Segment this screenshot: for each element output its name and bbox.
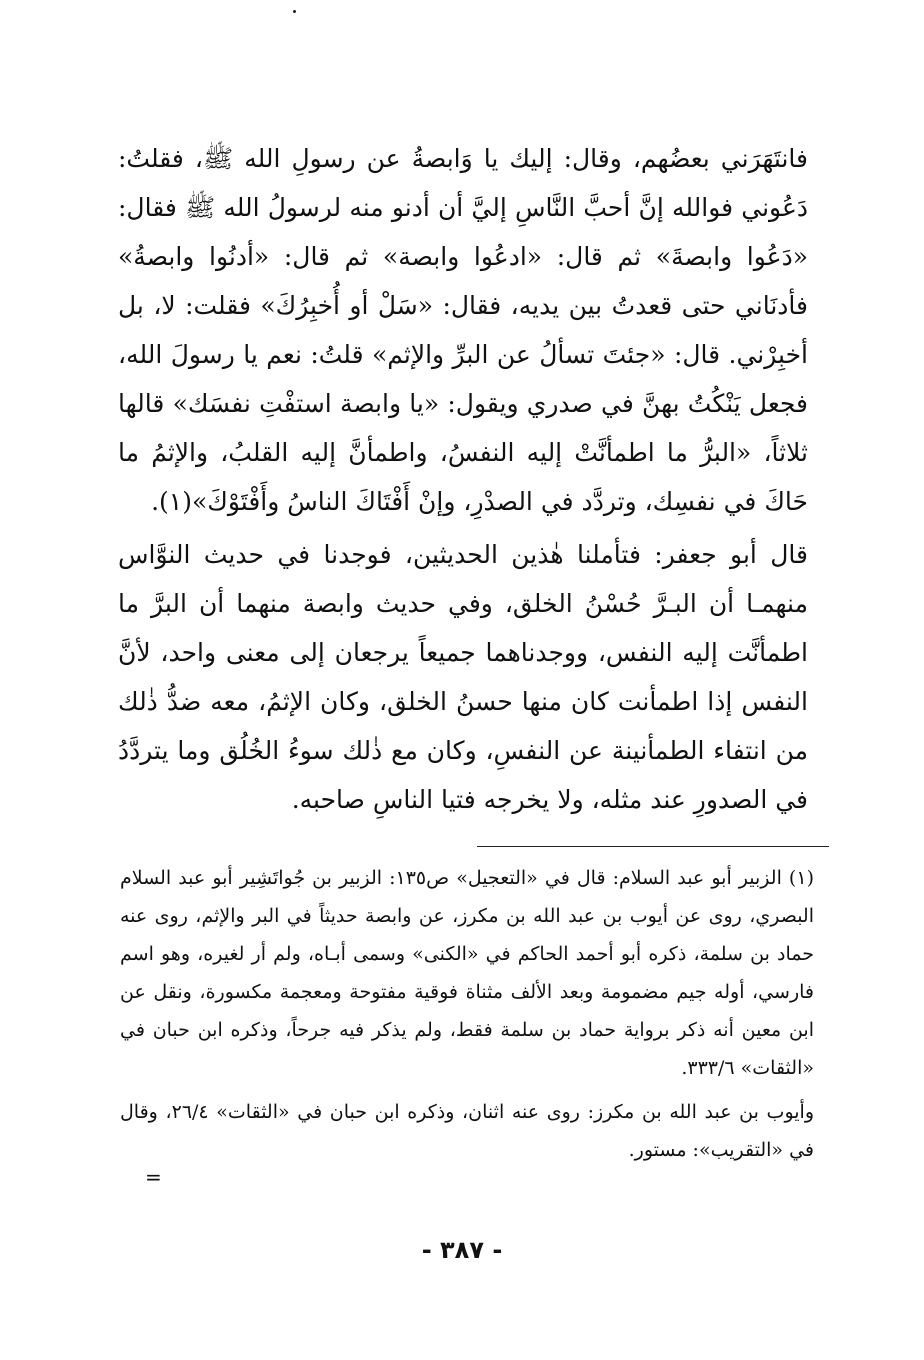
- paragraph-commentary: قال أبو جعفر: فتأملنا هٰذين الحديثين، فوجدنا في حديث النوَّاس منهمـا أن البـرَّ حُسْنُ الخلق، وفي حديث وابصة منهما أن البرَّ ما اطمأنَّت إليه النفس، ووجدناهما جميعاً يرجعان إلى معنى واحد، لأنَّ النفس إذا اطمأنت كان منها حسنُ الخلق، وكان الإثمُ، معه ضدُّ ذٰلك من انتفاء الطمأنينة عن النفسِ، وكان مع ذٰلك سوءُ الخُلُق وما يتردَّدُ في الصدورِ عند مثله، ولا يخرجه فتيا الناسِ صاحبه.: [118, 540, 808, 814]
- footnote-continuation-mark: =: [145, 1165, 162, 1189]
- paragraph-hadith: فانتَهَرَني بعضُهم، وقال: إليك يا وَابصةُ عن رسولِ الله ﷺ، فقلتُ: دَعُوني فوالله إنَّ أحبَّ النَّاسِ إليَّ أن أدنو منه لرسولُ الله ﷺ فقال: «دَعُوا وابصةَ» ثم قال: «ادعُوا وابصة» ثم قال: «أدنُوا وابصةُ» فأدنَاني حتى قعدتُ بين يديه، فقال: «سَلْ أو أُخبِرُكَ» فقلت: لا، بل أخبِرْني. قال: «جئتَ تسألُ عن البرِّ والإثم» قلتُ: نعم يا رسولَ الله، فجعل يَنْكُتُ بهنَّ في صدري ويقول: «يا وابصة استفْتِ نفسَك» قالها ثلاثاً، «البرُّ ما اطمأنَّتْ إليه النفسُ، واطمأنَّ إليه القلبُ، والإثمُ ما حَاكَ في نفسِك، وتردَّد في الصدْرِ، وإنْ أَفْتَاكَ الناسُ وأَفْتَوْكَ»(١).: [118, 144, 808, 516]
- footnote-1: (١) الزبير أبو عبد السلام: قال في «التعجيل» ص١٣٥: الزبير بن جُواتَشِير أبو عبد السلام البصري، روى عن أيوب بن عبد الله بن مكرز، عن وابصة حديثاً في البر والإثم، روى عنه حماد بن سلمة، ذكره أبو أحمد الحاكم في «الكنى» وسمى أبـاه، ولم أر لغيره، وهو اسم فارسي، أوله جيم مضمومة وبعد الألف مثناة فوقية مفتوحة ومعجمة مكسورة، ونقل عن ابن معين أنه ذكر برواية حماد بن سلمة فقط، ولم يذكر فيه جرحاً، وذكره ابن حبان في «الثقات» ٣٣٣/٦.: [120, 867, 814, 1079]
- footnote-1-continued: وأيوب بن عبد الله بن مكرز: روى عنه اثنان، وذكره ابن حبان في «الثقات» ٢٦/٤، وقال في «التقريب»: مستور.: [120, 1101, 814, 1161]
- page-number: - ٣٨٧ -: [421, 1236, 503, 1264]
- footnotes: [120, 859, 814, 1169]
- main-text: [118, 134, 808, 824]
- scan-speck: [293, 10, 296, 13]
- footnote-divider: [477, 846, 829, 847]
